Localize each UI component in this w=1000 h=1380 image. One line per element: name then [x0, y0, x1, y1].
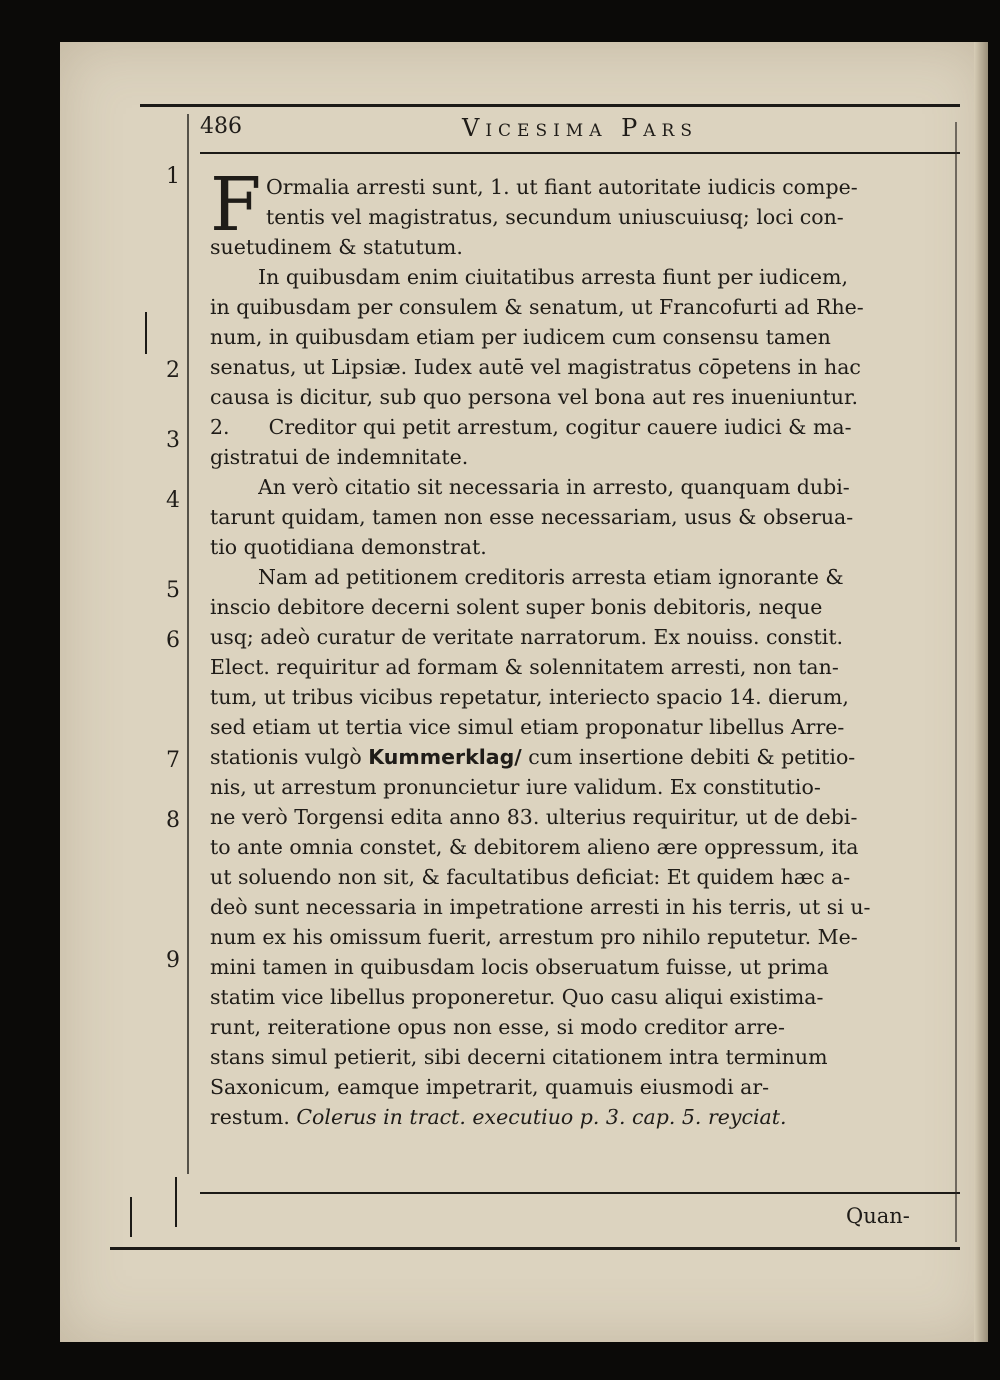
- margin-number: 3: [166, 428, 180, 453]
- text-segment: restum.: [210, 1105, 297, 1129]
- margin-number: 1: [166, 164, 180, 189]
- text-line: deò sunt necessaria in impetratione arresti in his terris, ut si u-: [210, 895, 871, 919]
- text-line: num ex his omissum fuerit, arrestum pro nihilo reputetur. Me-: [210, 925, 858, 949]
- text-line: usq; adeò curatur de veritate narratorum. Ex nouiss. constit.: [210, 625, 844, 649]
- header-rule: [200, 152, 960, 154]
- margin-number: 6: [166, 628, 180, 653]
- text-line: mini tamen in quibusdam locis obseruatum fuisse, ut prima: [210, 955, 829, 979]
- margin-number: 4: [166, 488, 180, 513]
- margin-number: 9: [166, 948, 180, 973]
- margin-tick: [130, 1197, 132, 1237]
- text-line: ut soluendo non sit, & facultatibus deficiat: Et quidem hæc a-: [210, 865, 851, 889]
- text-line: suetudinem & statutum.: [210, 235, 463, 259]
- top-rule: [140, 104, 960, 107]
- margin-tick: [145, 312, 147, 354]
- catchword: Quan-: [846, 1204, 910, 1228]
- text-line: nis, ut arrestum pronuncietur iure validum. Ex constitutio-: [210, 775, 821, 799]
- drop-cap: F: [210, 162, 262, 248]
- book-page: [60, 42, 988, 1342]
- page-edge: [974, 42, 988, 1342]
- text-line: tentis vel magistratus, secundum uniuscuiusq; loci con-: [266, 205, 844, 229]
- text-line: ne verò Torgensi edita anno 83. ulterius requiritur, ut de debi-: [210, 805, 858, 829]
- footer-rule: [200, 1192, 960, 1194]
- text-line: 2. Creditor qui petit arrestum, cogitur cauere iudici & ma-: [210, 415, 852, 439]
- margin-number: 2: [166, 358, 180, 383]
- text-line: [210, 1102, 950, 1132]
- text-line: statim vice libellus proponeretur. Quo casu aliqui existima-: [210, 985, 824, 1009]
- page-header: [200, 112, 960, 148]
- running-head: Vicesima Pars: [461, 114, 698, 142]
- text-line: Saxonicum, eamque impetrarit, quamuis eiusmodi ar-: [210, 1075, 770, 1099]
- margin-number: 5: [166, 578, 180, 603]
- margin-number: 7: [166, 748, 180, 773]
- text-line: to ante omnia constet, & debitorem alieno ære oppressum, ita: [210, 835, 859, 859]
- text-line: tio quotidiana demonstrat.: [210, 535, 487, 559]
- margin-number: 8: [166, 808, 180, 833]
- text-line: gistratui de indemnitate.: [210, 445, 469, 469]
- text-line: [210, 742, 950, 772]
- text-line: Ormalia arresti sunt, 1. ut fiant autoritate iudicis compe-: [266, 175, 858, 199]
- text-line: Elect. requiritur ad formam & solennitatem arresti, non tan-: [210, 655, 839, 679]
- right-margin-line: [955, 122, 957, 1242]
- text-line: An verò citatio sit necessaria in arresto, quanquam dubi-: [258, 475, 850, 499]
- text-line: inscio debitore decerni solent super bonis debitoris, neque: [210, 595, 823, 619]
- text-segment: stationis vulgò: [210, 745, 369, 769]
- margin-tick: [175, 1177, 177, 1227]
- gothic-word: Kummerklag/: [368, 745, 522, 769]
- text-line: stans simul petierit, sibi decerni citationem intra terminum: [210, 1045, 828, 1069]
- text-line: sed etiam ut tertia vice simul etiam proponatur libellus Arre-: [210, 715, 845, 739]
- text-line: senatus, ut Lipsiæ. Iudex autē vel magistratus cōpetens in hac: [210, 355, 861, 379]
- text-line: num, in quibusdam etiam per iudicem cum consensu tamen: [210, 325, 831, 349]
- page-number: 486: [200, 114, 242, 139]
- text-line: tarunt quidam, tamen non esse necessariam, usus & obserua-: [210, 505, 854, 529]
- text-line: runt, reiteratione opus non esse, si modo creditor arre-: [210, 1015, 785, 1039]
- text-segment: cum insertione debiti & petitio-: [521, 745, 856, 769]
- text-line: In quibusdam enim ciuitatibus arresta fiunt per iudicem,: [258, 265, 848, 289]
- text-line: Nam ad petitionem creditoris arresta etiam ignorante &: [258, 565, 844, 589]
- text-line: in quibusdam per consulem & senatum, ut Francofurti ad Rhe-: [210, 295, 864, 319]
- citation: Colerus in tract. executiuo p. 3. cap. 5. reyciat.: [296, 1105, 787, 1129]
- text-line: causa is dicitur, sub quo persona vel bona aut res inueniuntur.: [210, 385, 859, 409]
- text-line: tum, ut tribus vicibus repetatur, interiecto spacio 14. dierum,: [210, 685, 849, 709]
- bottom-rule: [110, 1247, 960, 1250]
